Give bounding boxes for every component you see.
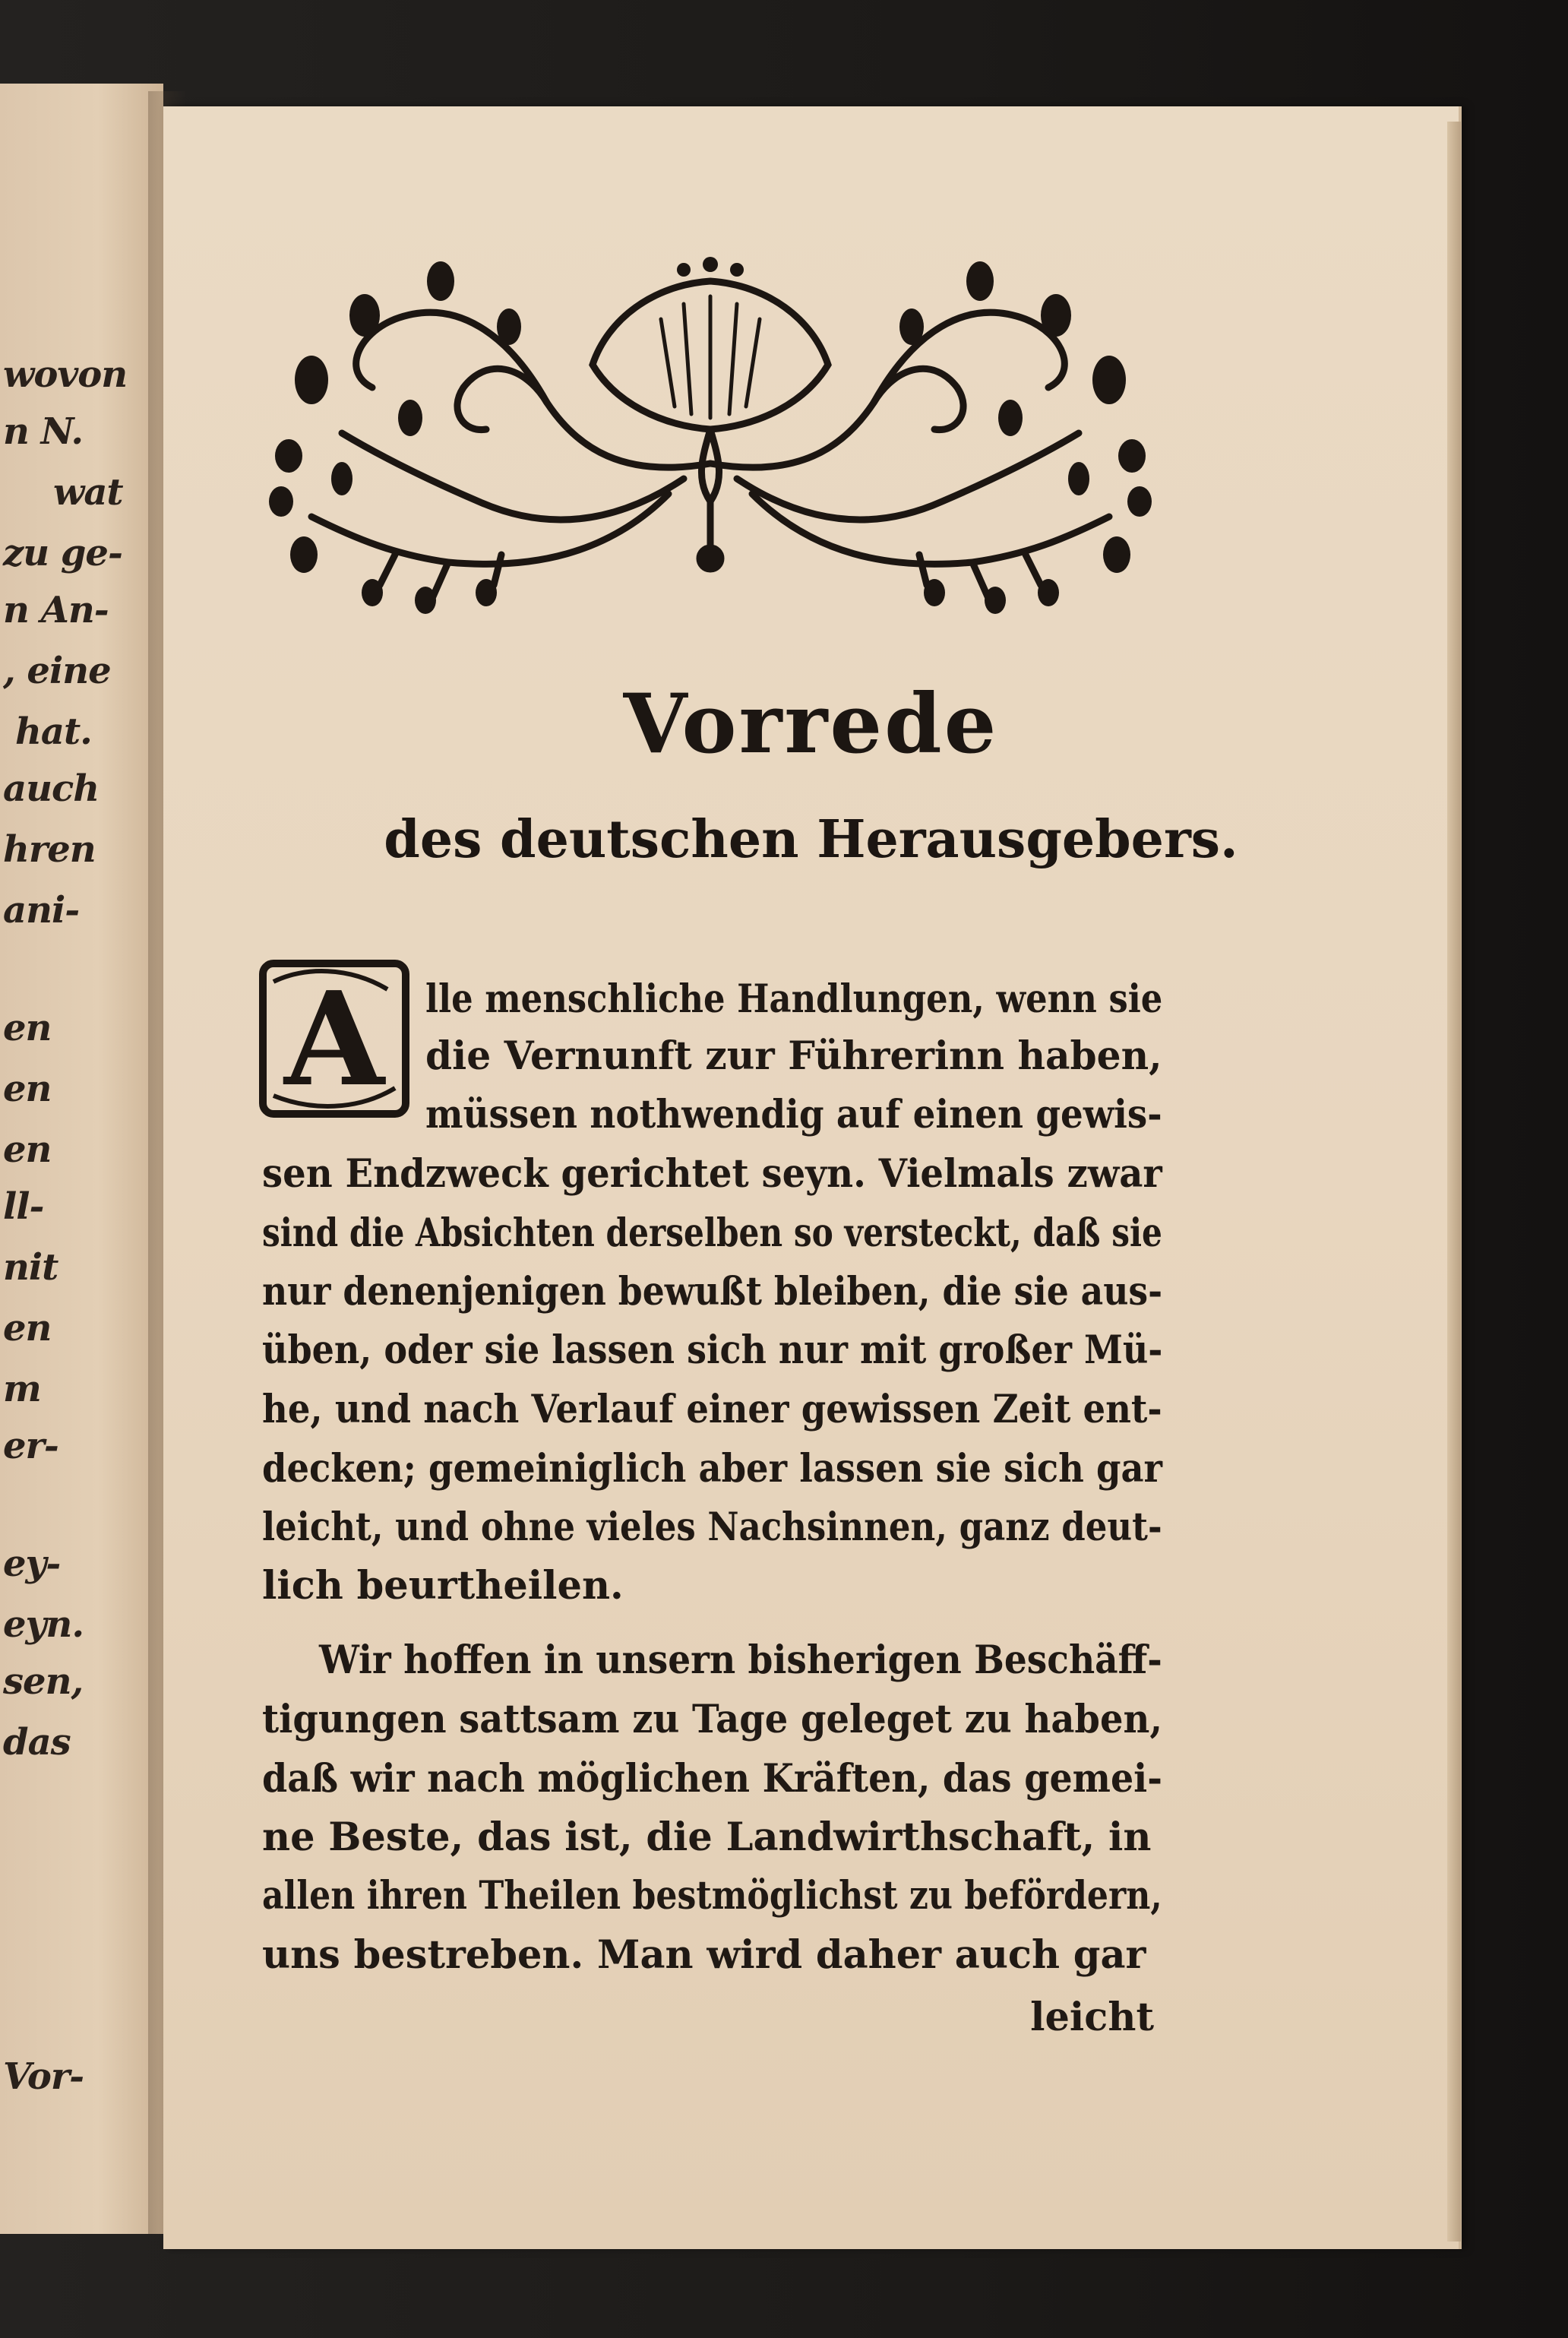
left-fragment: eyn. xyxy=(3,1603,84,1646)
catchword: leicht xyxy=(1030,1995,1154,2040)
text-line: sen Endzweck gerichtet seyn. Vielmals zwar xyxy=(262,1151,1162,1197)
text-line: lich beurtheilen. xyxy=(262,1563,624,1609)
text-line: allen ihren Theilen bestmöglichst zu befördern, xyxy=(262,1873,1162,1919)
left-fragment: auch xyxy=(3,767,100,810)
left-fragment: zu ge- xyxy=(3,532,122,574)
left-fragment: en xyxy=(3,1068,52,1110)
page-subtitle: des deutschen Herausgebers. xyxy=(384,809,1238,870)
text-line: uns bestreben. Man wird daher auch gar xyxy=(262,1932,1146,1978)
left-fragment: hat. xyxy=(15,710,92,753)
left-fragment: nit xyxy=(3,1246,58,1289)
text-line: he, und nach Verlauf einer gewissen Zeit ent- xyxy=(262,1387,1162,1432)
left-fragment: , eine xyxy=(3,650,111,692)
text-line: die Vernunft zur Führerinn haben, xyxy=(425,1033,1162,1079)
text-line: lle menschliche Handlungen, wenn sie xyxy=(425,976,1163,1022)
text-line: üben, oder sie lassen sich nur mit großer Mü- xyxy=(262,1327,1163,1373)
text-line: tigungen sattsam zu Tage geleget zu haben, xyxy=(262,1697,1163,1742)
left-fragment: das xyxy=(3,1721,71,1764)
text-line: leicht, und ohne vieles Nachsinnen, ganz deut- xyxy=(262,1504,1162,1550)
text-line: ne Beste, das ist, die Landwirthschaft, in xyxy=(262,1814,1152,1860)
left-fragment: Vor- xyxy=(3,2055,84,2098)
page-edge xyxy=(1447,122,1461,2242)
left-fragment: ey- xyxy=(3,1542,61,1585)
left-fragment: en xyxy=(3,1128,52,1171)
page-title: Vorrede xyxy=(623,676,999,772)
left-fragment: en xyxy=(3,1307,52,1349)
left-fragment: n An- xyxy=(3,589,109,631)
text-line: müssen nothwendig auf einen gewis- xyxy=(425,1092,1162,1137)
left-fragment: er- xyxy=(3,1425,58,1467)
text-line: sind die Absichten derselben so versteckt, daß sie xyxy=(262,1210,1162,1256)
left-fragment: wovon xyxy=(3,353,128,396)
left-fragment: sen, xyxy=(3,1660,84,1703)
text-line: decken; gemeiniglich aber lassen sie sich gar xyxy=(262,1446,1162,1492)
left-fragment: ll- xyxy=(3,1185,44,1228)
text-line: daß wir nach möglichen Kräften, das gemei- xyxy=(262,1756,1162,1802)
decorated-initial xyxy=(258,959,410,1118)
text-line: nur denenjenigen bewußt bleiben, die sie aus- xyxy=(262,1269,1163,1315)
left-fragment: n N. xyxy=(3,410,84,453)
left-fragment: ani- xyxy=(3,889,80,932)
floral-headpiece-ornament xyxy=(258,251,1162,615)
left-fragment: en xyxy=(3,1007,52,1049)
text-line: Wir hoffen in unsern bisherigen Beschäff- xyxy=(319,1637,1162,1683)
left-page xyxy=(0,84,163,2234)
left-fragment: hren xyxy=(3,828,96,871)
left-fragment: m xyxy=(3,1368,41,1410)
left-fragment: wat xyxy=(53,471,123,514)
dropcap-letter: A xyxy=(284,963,384,1115)
